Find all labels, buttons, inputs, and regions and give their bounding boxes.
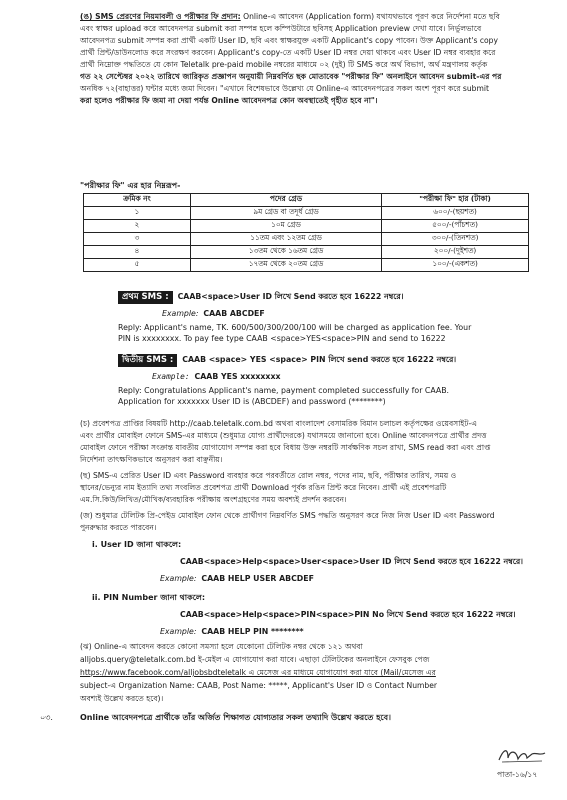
fee-serial: ৩ [84,233,191,246]
fee-amount: ৩০০/-(তিনশত) [382,233,529,246]
fee-serial: ৫ [84,259,191,272]
help-line-5: অবশ্যই উল্লেখ করতে হবে)। [80,694,164,703]
first-sms-reply-1: Reply: Applicant's name, TK. 600/500/300/200/100 will be charged as application fee. Your [118,323,472,332]
recover-pin-example-text: CAAB HELP PIN ******** [201,627,304,636]
sms-rules-line-5: প্রার্থী নিম্নোক্ত পদ্ধতিতে যে কোন Teletalk pre-paid mobile নম্বরের মাধ্যমে ০২ (দুই) টি SMS করে অর্থ বিভাগ, অর্থ মন্ত্রণালয় কর্তৃক [80,60,488,69]
item-three-number: ০৩. [40,713,53,722]
fee-grade: ১৩তম থেকে ১৬তম গ্রেড [190,246,381,259]
second-sms-example-label: Example: [152,372,190,381]
sms-rules-line-8: করা হলেও পরীক্ষার ফি জমা না দেয়া পর্যন্ত Online আবেদনপত্র কোন অবস্থাতেই গৃহীত হবে না"। [80,96,378,105]
first-sms-badge: প্রথম SMS : [118,291,173,304]
fee-header-fee: "পরীক্ষা ফি" হার (টাকা) [382,194,529,207]
fee-table-title: "পরীক্ষার ফি" এর হার নিম্নরূপ- [80,181,181,190]
second-sms-block [118,354,538,407]
recover-pin-example [160,627,304,636]
admit-notice-line-3: মোবাইল ফোনে পরীক্ষা সংক্রান্ত যাবতীয় যোগাযোগ সম্পন্ন করা হবে বিধায় উক্ত নম্বরটি সার্বক্ষণিক সচল রাখা, SMS read করা এবং প্রাপ্ত [80,443,491,452]
item-three-text: Online আবেদনপত্রে প্রার্থীকে তাঁর অর্জিত শিক্ষাগত যোগ্যতার সকল তথ্যাদি উল্লেখ করতে হবে। [80,713,391,722]
sms-rules-line-1 [80,12,530,23]
recovery-line-1: (জ) শুধুমাত্র টেলিটক প্রি-পেইড মোবাইল ফোন থেকে প্রার্থীগণ নিম্নবর্ণিত SMS পদ্ধতি অনুসরণ করে নিজ নিজ User ID এবং Password [80,511,495,520]
second-sms-example-text: CAAB YES xxxxxxxx [194,372,281,381]
second-sms-reply-1: Reply: Congratulations Applicant's name, payment completed successfully for CAAB. [118,386,450,395]
recover-pin-title: ii. PIN Number জানা থাকলে: [92,593,206,602]
table-row [84,233,529,246]
admit-notice-line-1: (চ) প্রবেশপত্র প্রাপ্তির বিষয়টি http://caab.teletalk.com.bd অথবা বাংলাদেশ বেসামরিক বিমান চলাচল কর্তৃপক্ষের ওয়েবসাইট-এ [80,419,478,428]
first-sms-example-label: Example: [162,309,199,318]
second-sms-reply-2: Application for xxxxxxx User ID is (ABCDEF) and password (********) [118,397,386,406]
admit-download-line-3: এম.সি.কিউ/লিখিত/মৌখিক/ব্যবহারিক পরীক্ষায় অংশগ্রহণের সময় অবশ্যই প্রদর্শন করবেন। [80,495,347,504]
admit-notice-line-4: নির্দেশনা তাৎক্ষণিকভাবে অনুসরণ করা বাঞ্ছনীয়। [80,455,223,464]
fee-amount: ১০০/-(একশত) [382,259,529,272]
recover-user-example [160,574,314,583]
recover-user-title: i. User ID জানা থাকলে: [92,540,182,549]
fee-amount: ৬০০/-(ছয়শত) [382,207,529,220]
table-row [84,207,529,220]
table-row [84,220,529,233]
sms-rules-line-2: এবং স্বাক্ষর upload করে আবেদনপত্র submit করা সম্পন্ন হলে কম্পিউটারে ছবিসহ Application preview দেখা যাবে। নির্ভুলভাবে [80,24,482,33]
help-line-2: alljobs.query@teletalk.com.bd ই-মেইল এ যোগাযোগ করা যাবে। এছাড়া টেলিটকের অনলাইনে ফেসবুক পেজ [80,655,430,664]
sms-rules-line-6: গত ২২ সেপ্টেম্বর ২০২২ তারিখে জারিকৃত প্রজ্ঞাপন অনুযায়ী নিম্নবর্ণিত ছক মোতাবেক "পরীক্ষার ফি" অনলাইনে আবেদন submit-এর পর [80,72,502,81]
fee-grade: ১০ম গ্রেড [190,220,381,233]
first-sms-command: CAAB<space>User ID লিখে Send করতে হবে 16222 নম্বরে। [177,292,404,301]
recover-user-command: CAAB<space>Help<space>User<space>User ID লিখে Send করতে হবে 16222 নম্বরে। [180,557,523,566]
admit-notice-line-2: এবং প্রার্থীর মোবাইল ফোনে SMS-এর মাধ্যমে (শুধুমাত্র যোগ্য প্রার্থীদেরকে) যথাসময়ে জানানো হবে। Online আবেদনপত্রে প্রার্থীর প্রদত্ত [80,431,487,440]
fee-table [83,193,529,272]
admit-download-line-1: (ছ) SMS-এ প্রেরিত User ID এবং Password ব্যবহার করে পরবর্তীতে রোল নম্বর, পদের নাম, ছবি, পরীক্ষার তারিখ, সময় ও [80,471,457,480]
first-sms-block [118,291,538,344]
fee-grade: ১৭তম থেকে ২০তম গ্রেড [190,259,381,272]
recover-user-example-text: CAAB HELP USER ABCDEF [201,574,314,583]
sms-rules-line-4: প্রার্থী প্রিন্ট/ডাউনলোড করে সংরক্ষণ করবেন। Applicant's copy-তে একটি User ID নম্বর দেয়া থাকবে এবং User ID নম্বর ব্যবহার করে [80,48,496,57]
fee-header-grade: পদের গ্রেড [190,194,381,207]
first-sms-example [162,308,538,319]
item-three [40,712,530,725]
recover-pin-example-label: Example: [160,627,197,636]
help-line-4: subject-এ Organization Name: CAAB, Post Name: *****, Applicant's User ID ও Contact Number [80,681,438,690]
first-sms-example-text: CAAB ABCDEF [203,309,265,318]
help-line-3: https://www.facebook.com/alljobsbdteletalk এ মেসেজ এর মাধ্যমে যোগাযোগ করা যাবে (Mail/মেসেজ এর [80,668,436,677]
fee-amount: ৫০০/-(পাঁচশত) [382,220,529,233]
fee-serial: ২ [84,220,191,233]
first-sms-reply-2: PIN is xxxxxxxx. To pay fee type CAAB <space>YES<space>PIN and send to 16222 [118,334,446,343]
table-row [84,259,529,272]
signature-mark [496,744,548,766]
sms-rules-line-3: আবেদনপত্র submit সম্পন্ন করা প্রার্থী একটি User ID, ছবি এবং স্বাক্ষরযুক্ত একটি Applicant's copy পাবেন। উক্ত Applicant's copy [80,36,498,45]
second-sms-command: CAAB <space> YES <space> PIN লিখে send করতে হবে 16222 নম্বরে। [182,355,457,364]
recover-user-example-label: Example: [160,574,197,583]
admit-download-line-2: স্থানের/ভেন্যুর নাম ইত্যাদি তথ্য সংবলিত প্রবেশপত্র প্রার্থী Download পূর্বক রঙিন প্রিন্ট করে নিবেন। প্রার্থী এই প্রবেশপত্রটি [80,483,447,492]
table-row [84,246,529,259]
recover-pin-command: CAAB<space>Help<space>PIN<space>PIN No লিখে Send করতে হবে 16222 নম্বরে। [180,610,516,619]
fee-amount: ২০০/-(দুইশত) [382,246,529,259]
sms-rules-line-7: অনধিক ৭২(বাহাত্তর) ঘন্টার মধ্যে জমা দিবেন। "এখানে বিশেষভাবে উল্লেখ্য যে Online-এ আবেদনপত্রের সকল অংশ পূরণ করে submit [80,84,489,93]
page-number: পাতা-১৬/১৭ [497,770,538,779]
second-sms-example [152,371,538,382]
fee-header-serial: ক্রমিক নং [84,194,191,207]
recovery-line-2: পুনরুদ্ধার করতে পারবেন। [80,523,157,532]
sms-rules-text-1: Online-এ আবেদন (Application form) যথাযথভাবে পূরণ করে নির্দেশনা মতে ছবি [243,12,500,21]
fee-grade: ১১তম এবং ১২তম গ্রেড [190,233,381,246]
fee-table-header-row [84,194,529,207]
help-line-1: (ঝ) Online-এ আবেদন করতে কোনো সমস্যা হলে যেকোনো টেলিটক নম্বর থেকে ১২১ অথবা [80,642,363,651]
second-sms-command-line [118,354,538,367]
first-sms-command-line [118,291,538,304]
second-sms-badge: দ্বিতীয় SMS : [118,354,177,367]
sms-rules-heading: (ঙ) SMS প্রেরণের নিয়মাবলী ও পরীক্ষার ফি প্রদান: [80,12,241,21]
fee-grade: ৯ম গ্রেড বা তদূর্ধ গ্রেড [190,207,381,220]
fee-serial: ১ [84,207,191,220]
fee-serial: ৪ [84,246,191,259]
